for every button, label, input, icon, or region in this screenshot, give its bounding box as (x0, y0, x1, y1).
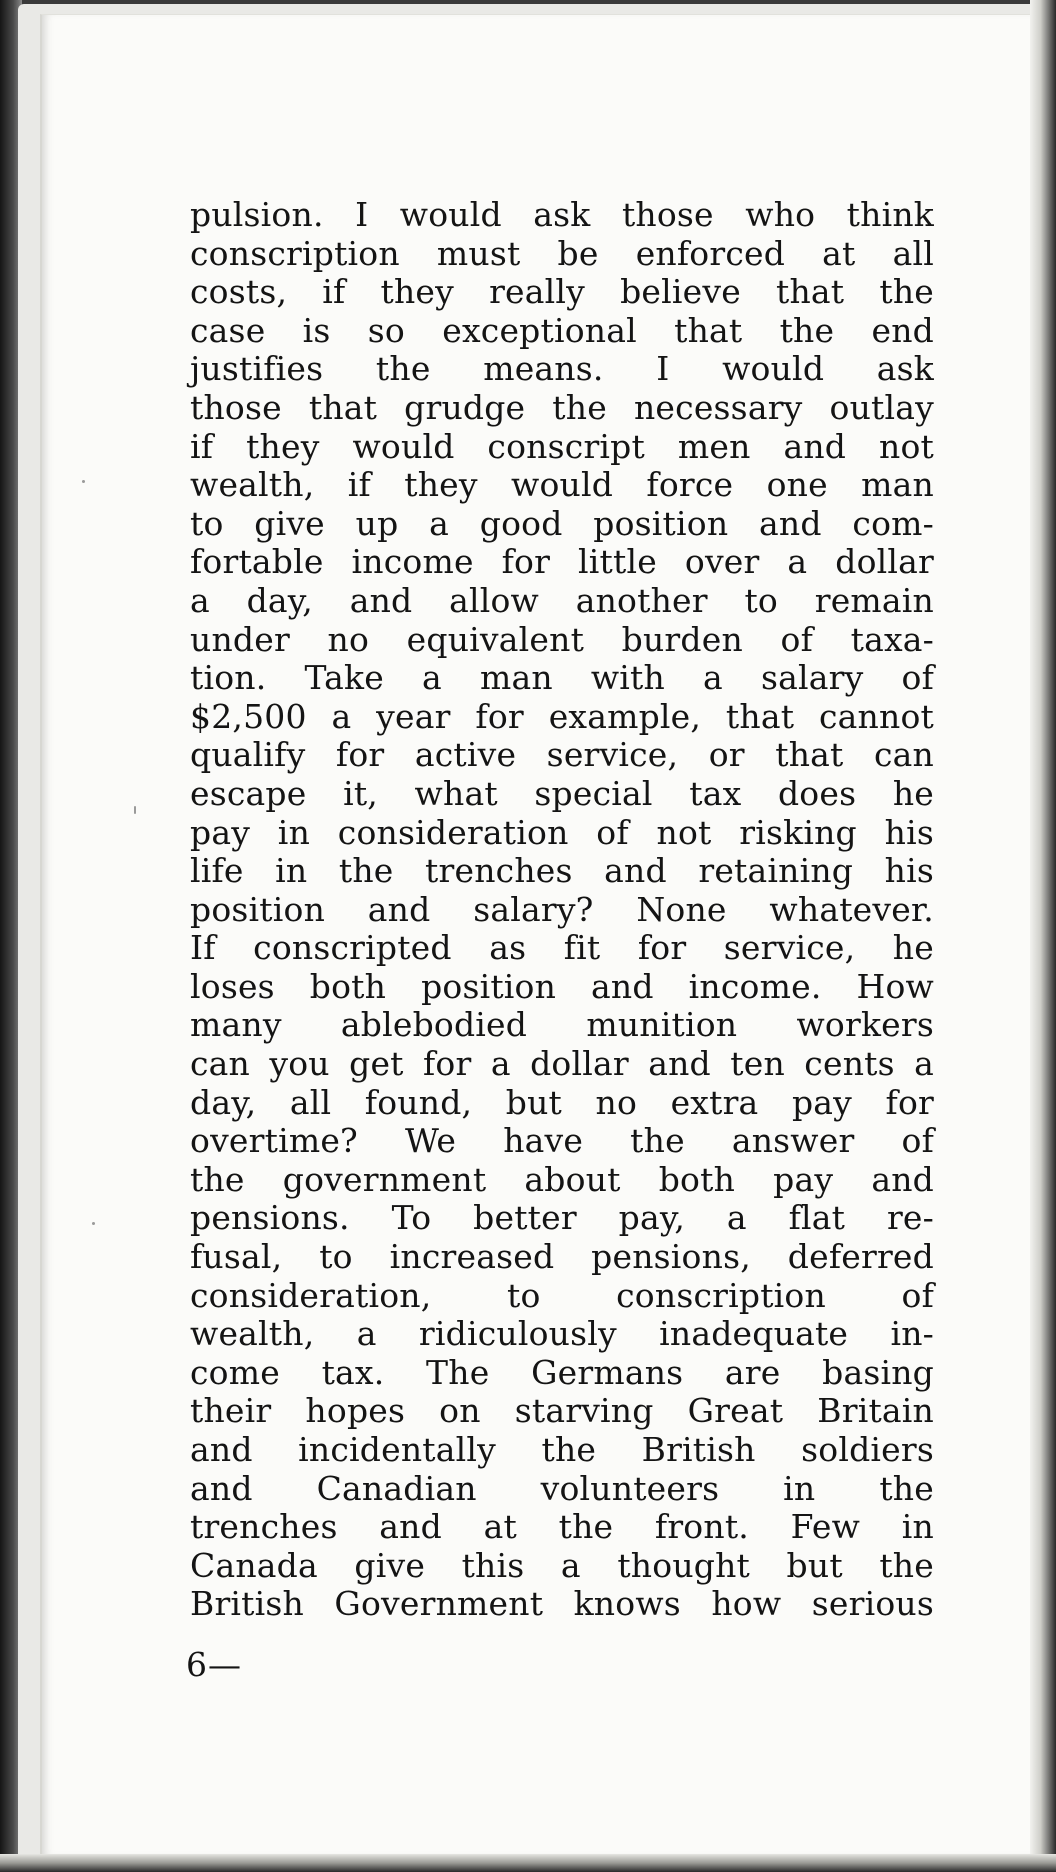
text-line: fortable income for little over a dollar (190, 542, 934, 582)
text-line: $2,500 a year for example, that cannot (190, 696, 934, 736)
text-line: fusal, to increased pensions, deferred (190, 1237, 934, 1277)
text-line: those that grudge the necessary outlay (190, 387, 934, 427)
text-line: wealth, a ridiculously inadequate in- (190, 1314, 934, 1354)
text-line: and Canadian volunteers in the (190, 1468, 934, 1508)
paper-speck (134, 806, 136, 814)
text-line: justifies the means. I would ask (190, 349, 934, 389)
text-line: qualify for active service, or that can (190, 735, 934, 775)
text-line: their hopes on starving Great Britain (190, 1391, 934, 1431)
page-right-edge (1030, 0, 1056, 1872)
text-line: conscription must be enforced at all (190, 233, 934, 273)
text-line: the government about both pay and (190, 1159, 934, 1199)
text-line: to give up a good position and com- (190, 503, 934, 543)
text-line: if they would conscript men and not (190, 426, 934, 466)
text-line: Canada give this a thought but the (190, 1545, 934, 1585)
text-line: trenches and at the front. Few in (190, 1507, 934, 1547)
text-line: pensions. To better pay, a flat re- (190, 1198, 934, 1238)
text-line: escape it, what special tax does he (190, 773, 934, 813)
text-line: position and salary? None whatever. (190, 889, 934, 929)
text-line: come tax. The Germans are basing (190, 1352, 934, 1392)
text-line: consideration, to conscription of (190, 1275, 934, 1315)
text-line: costs, if they really believe that the (190, 272, 934, 312)
text-line: a day, and allow another to remain (190, 580, 934, 620)
text-line: under no equivalent burden of taxa- (190, 619, 934, 659)
page-bottom-edge (0, 1854, 1056, 1872)
text-line: loses both position and income. How (190, 966, 934, 1006)
text-line: can you get for a dollar and ten cents a (190, 1044, 934, 1084)
text-line: If conscripted as fit for service, he (190, 928, 934, 968)
text-line: wealth, if they would force one man (190, 465, 934, 505)
text-line: life in the trenches and retaining his (190, 851, 934, 891)
text-line: and incidentally the British soldiers (190, 1430, 934, 1469)
page-number: 6— (186, 1645, 242, 1684)
text-line: day, all found, but no extra pay for (190, 1082, 934, 1122)
paper-speck (82, 480, 85, 483)
text-line: overtime? We have the answer of (190, 1121, 934, 1161)
text-line: tion. Take a man with a salary of (190, 658, 934, 698)
text-line: case is so exceptional that the end (190, 310, 934, 350)
body-text (190, 196, 934, 1624)
text-line: pulsion. I would ask those who think (190, 195, 934, 234)
text-line: many ablebodied munition workers (190, 1005, 934, 1045)
text-line: British Government knows how serious (190, 1584, 934, 1624)
text-line: pay in consideration of not risking his (190, 812, 934, 852)
paper-speck (92, 1222, 95, 1225)
